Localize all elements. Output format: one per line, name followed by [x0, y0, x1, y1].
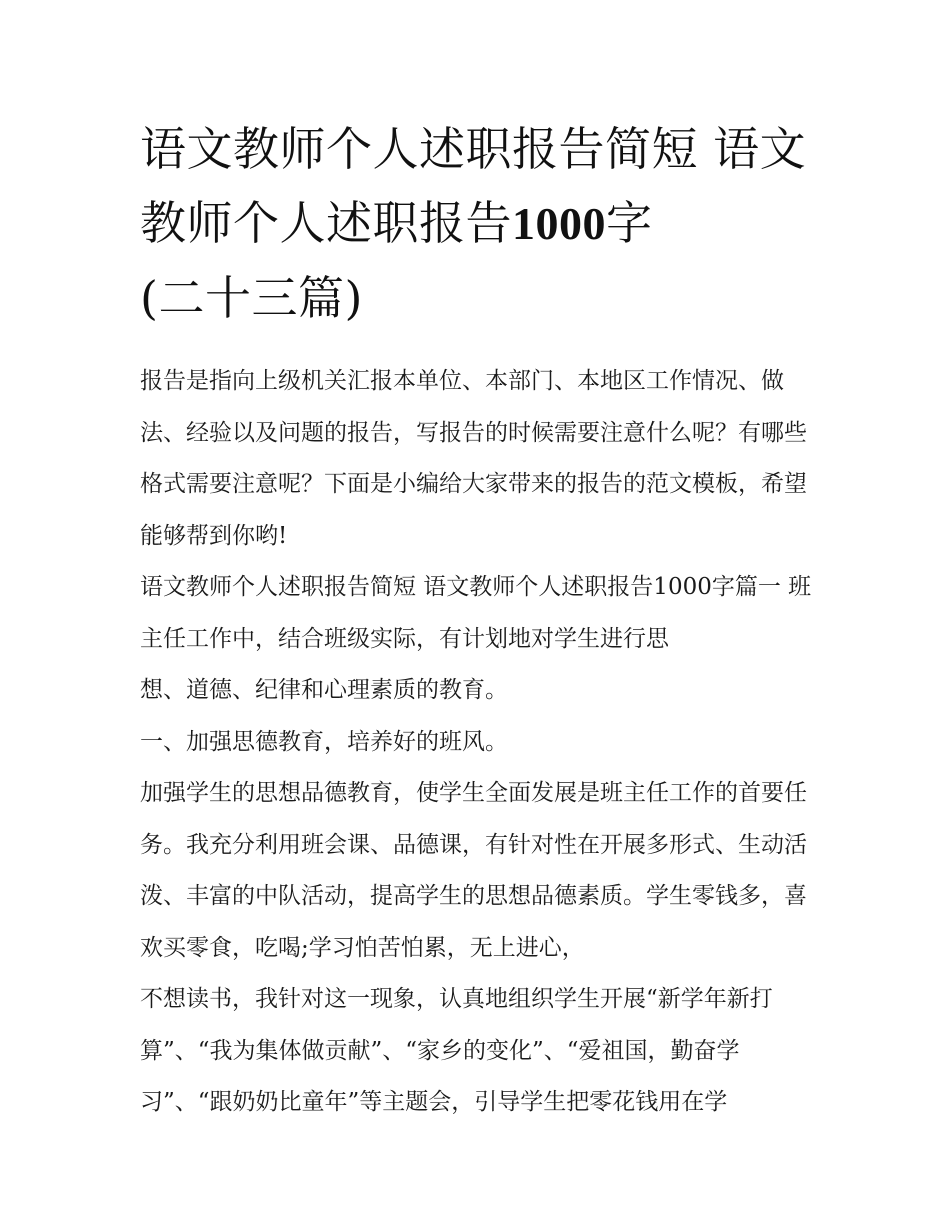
paragraph-continuation: 想、道德、纪律和心理素质的教育。: [140, 677, 508, 703]
title-number: 1000: [512, 198, 606, 249]
title-text-1: 语文教师个人述职报告简短 语文教师个人述职报告: [140, 122, 807, 250]
document-title: [140, 112, 820, 335]
paragraph-heading: 语文教师个人述职报告简短 语文教师个人述职报告1000字篇一 班主任工作中，结合班级实际，有计划地对学生进行思: [140, 574, 812, 652]
title-text-2: 字: [606, 196, 653, 250]
paragraph-main-continued: 不想读书，我针对这一现象，认真地组织学生开展“新学年新打算”、“我为集体做贡献”、“家乡的变化”、“爱祖国，勤奋学习”、“跟奶奶比童年”等主题会，引导学生把零花钱用在学: [140, 986, 773, 1115]
title-text-3: (二十三篇): [140, 271, 363, 325]
paragraph-intro: 报告是指向上级机关汇报本单位、本部门、本地区工作情况、做法、经验以及问题的报告，写报告的时候需要注意什么呢？有哪些格式需要注意呢？下面是小编给大家带来的报告的范文模板，希望能够帮到你哟!: [140, 368, 807, 549]
paragraph-section-title: 一、加强思德教育，培养好的班风。: [140, 728, 508, 755]
paragraph-main: 加强学生的思想品德教育，使学生全面发展是班主任工作的首要任务。我充分利用班会课、品德课，有针对性在开展多形式、生动活泼、丰富的中队活动，提高学生的思想品德素质。学生零钱多，喜欢买零食，吃喝;学习怕苦怕累，无上进心，: [140, 780, 807, 961]
document-body: [140, 356, 815, 1129]
